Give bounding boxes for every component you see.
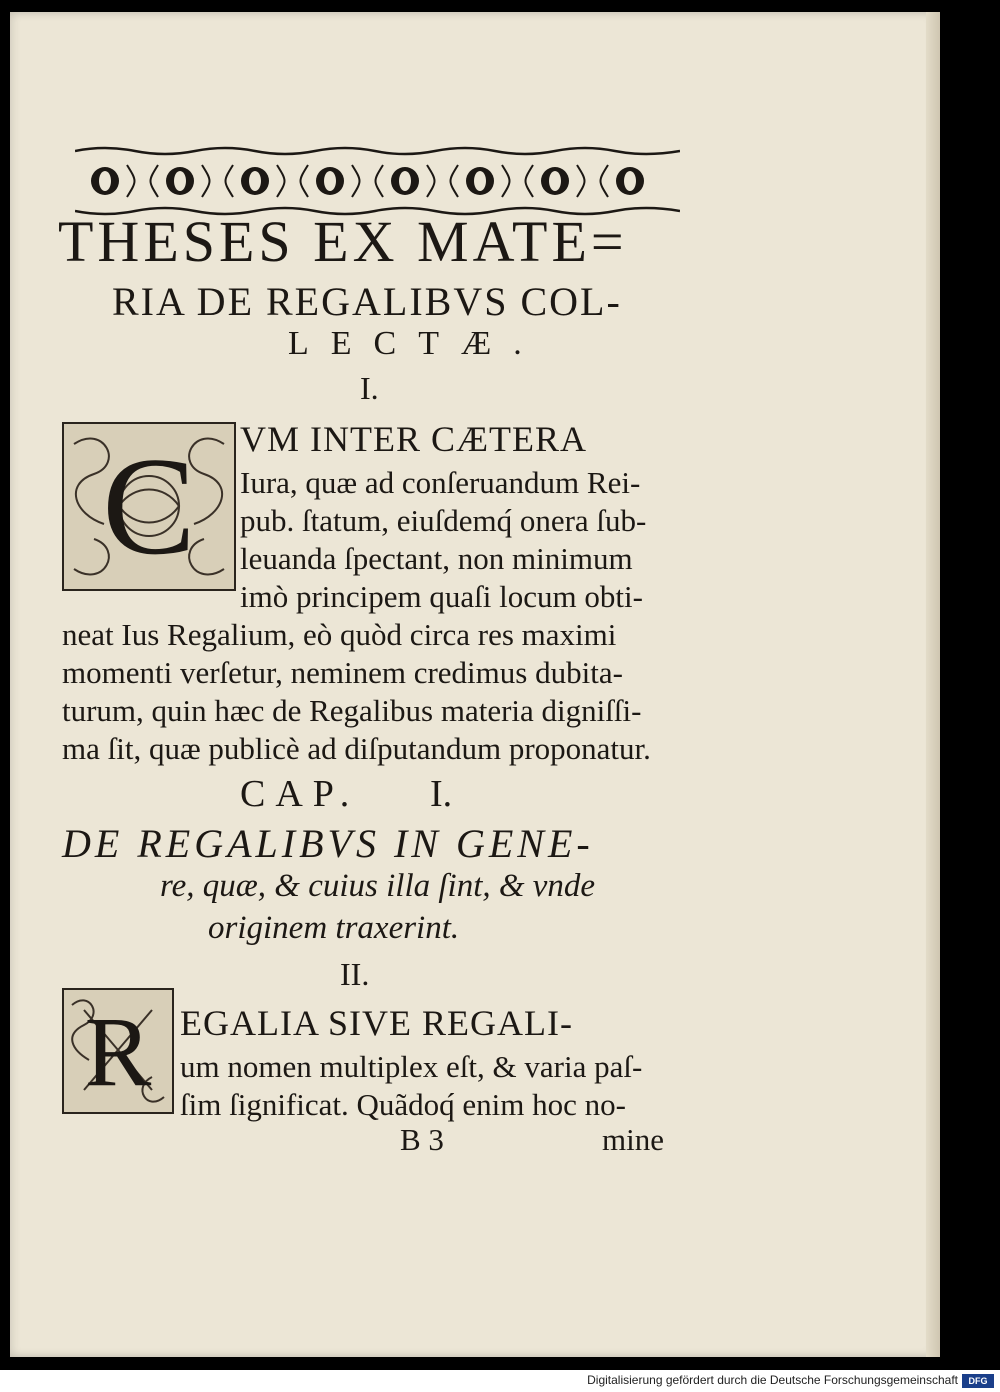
section-2-number: II. (340, 956, 370, 992)
section-1-line-3: pub. ſtatum, eiuſdemq́ onera ſub- (240, 503, 647, 538)
title-line-1: THESES EX MATE= (58, 209, 628, 274)
chapter-title-line-1: DE REGALIBVS IN GENE- (62, 821, 594, 866)
section-1-number: I. (360, 370, 379, 406)
chapter-number: I. (430, 773, 453, 815)
section-1-line-6: neat Ius Regalium, eò quòd circa res maximi (62, 617, 617, 652)
section-2-line-2: um nomen multiplex eſt, & varia paſ- (180, 1049, 643, 1084)
chapter-title-line-3: originem traxerint. (208, 910, 460, 946)
chapter-title-line-2: re, quæ, & cuius illa ſint, & vnde (160, 868, 596, 904)
section-1-line-7: momenti verſetur, neminem credimus dubita- (62, 655, 623, 690)
digitization-footer (0, 1371, 1000, 1392)
section-2-line-3: ſim ſignificat. Quãdoq́ enim hoc no- (180, 1087, 626, 1122)
funding-credit: Digitalisierung gefördert durch die Deutsche Forschungsgemeinschaft (587, 1373, 958, 1387)
catchword: mine (602, 1122, 664, 1157)
section-1-line-2: Iura, quæ ad conſeruandum Rei- (240, 465, 641, 500)
section-1-line-9: ma ſit, quæ publicè ad diſputandum proponatur. (62, 731, 651, 766)
section-1-line-5: imò principem quaſi locum obti- (240, 579, 643, 614)
initial-letter-r: R (84, 995, 152, 1107)
dfg-logo: DFG (962, 1374, 994, 1388)
section-1-line-1: VM INTER CÆTERA (240, 419, 587, 459)
chapter-label: CAP. (240, 773, 360, 815)
initial-letter-c: C (102, 429, 196, 584)
section-2-line-1: EGALIA SIVE REGALI- (180, 1003, 573, 1043)
section-1-line-4: leuanda ſpectant, non minimum (240, 541, 633, 576)
section-1-line-8: turum, quin hæc de Regalibus materia digniſſi- (62, 693, 642, 728)
page-gutter (926, 12, 940, 1357)
decorated-initial-c (62, 422, 236, 591)
signature-mark: B 3 (400, 1122, 444, 1157)
ornamental-headpiece (75, 145, 680, 217)
title-line-2: RIA DE REGALIBVS COL- (112, 279, 622, 324)
decorated-initial-r (62, 988, 174, 1114)
title-line-3: LECTÆ. (288, 325, 544, 362)
